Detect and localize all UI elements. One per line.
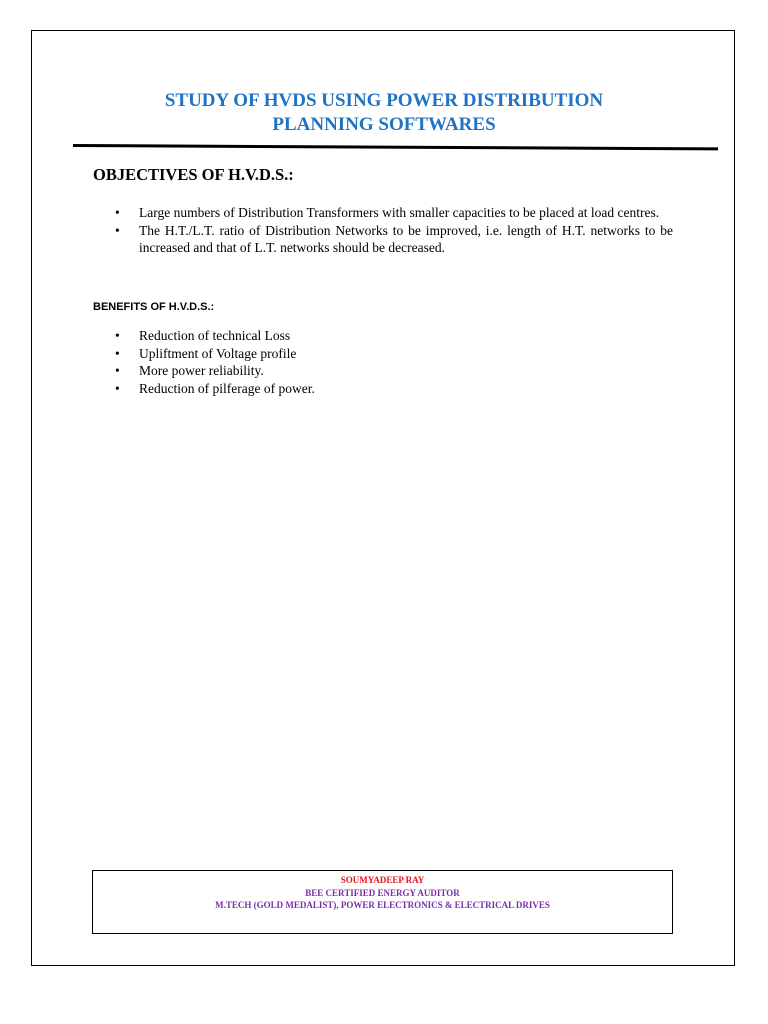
author-name: SOUMYADEEP RAY [340,875,425,885]
bullet-icon: • [115,380,120,396]
document-title-line-2: PLANNING SOFTWARES [272,114,496,135]
benefits-heading: BENEFITS OF H.V.D.S.: [93,301,215,313]
author-certification: BEE CERTIFIED ENERGY AUDITOR [305,887,460,898]
list-item [93,380,673,398]
bullet-icon: • [115,205,120,220]
benefit-text: Reduction of technical Loss [139,328,291,343]
benefit-text: Reduction of pilferage of power. [139,380,315,396]
benefit-text: Upliftment of Voltage profile [139,345,297,361]
objective-text: The H.T./L.T. ratio of Distribution Networks to be improved, i.e. length of H.T. networks to be increased and that of L.T. networks should be decreased. [139,222,673,255]
objective-text: Large numbers of Distribution Transformers with smaller capacities to be placed at load centres. [139,205,660,220]
benefit-text: More power reliability. [139,363,264,378]
author-footer-box [92,870,673,934]
list-item [93,345,673,363]
bullet-icon: • [115,345,120,361]
bullet-icon: • [115,222,120,238]
list-item [93,222,673,257]
objectives-list [93,204,673,257]
bullet-icon: • [115,363,120,378]
author-qualification: M.TECH (GOLD MEDALIST), POWER ELECTRONICS & ELECTRICAL DRIVES [215,900,550,910]
list-item [93,327,673,345]
benefits-list [93,327,673,397]
bullet-icon: • [115,328,120,343]
list-item [93,362,673,380]
document-title-line-1: STUDY OF HVDS USING POWER DISTRIBUTION [164,90,604,111]
list-item [93,204,673,222]
objectives-heading: OBJECTIVES OF H.V.D.S.: [93,165,294,184]
